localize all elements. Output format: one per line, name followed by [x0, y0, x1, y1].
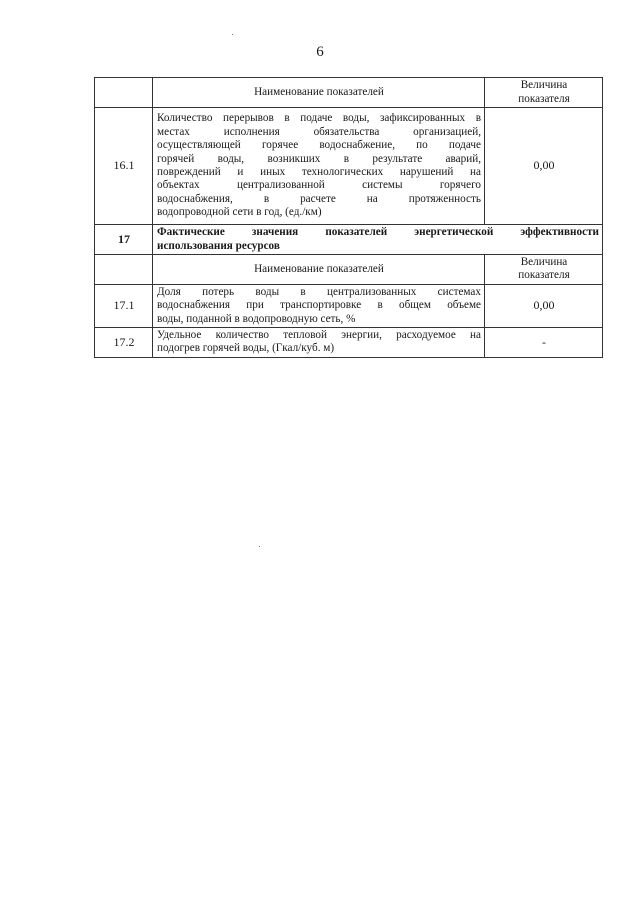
- description-line: повреждений и иных технологических нарушений на: [157, 166, 481, 178]
- section-title-line1: Фактические значения показателей энергетической эффективности: [157, 226, 599, 239]
- header-value-line1: Величина: [520, 256, 568, 268]
- header-value-cell: [485, 255, 603, 285]
- description-line: объектах централизованной системы горячего: [157, 179, 481, 192]
- section-title-line2: использования ресурсов: [157, 239, 280, 252]
- header-value-line1: Величина: [520, 79, 568, 92]
- row-number: 17.1: [95, 284, 153, 327]
- row-number: 16.1: [95, 108, 153, 225]
- row-value: -: [485, 328, 603, 358]
- description-line: Удельное количество тепловой энергии, расходуемое на: [157, 329, 481, 342]
- page-number: 6: [316, 44, 324, 60]
- row-description: [153, 108, 485, 225]
- row-description: [153, 284, 485, 327]
- section-title: [153, 225, 603, 255]
- row-description: [153, 328, 485, 358]
- table-row-16-1: [95, 108, 603, 225]
- description-line: подогрев горячей воды, (Гкал/куб. м): [157, 342, 335, 355]
- description-line: водопроводной сети в год, (ед./км): [157, 206, 322, 219]
- description-line: Количество перерывов в подаче воды, зафиксированных в: [157, 112, 481, 125]
- table-header-row: [95, 78, 603, 108]
- table-row-17-1: [95, 284, 603, 327]
- row-number: 17.2: [95, 328, 153, 358]
- section-row-17: [95, 225, 603, 255]
- description-line: водоснабжения при транспортировке в общем объеме: [157, 299, 481, 312]
- section-number: 17: [95, 225, 153, 255]
- description-line: воды, поданной в водопроводную сеть, %: [157, 312, 356, 325]
- description-line: осуществляющей горячее водоснабжение, по подаче: [157, 139, 481, 152]
- table-row-17-2: [95, 328, 603, 358]
- header-name-cell: Наименование показателей: [153, 255, 485, 285]
- scan-speck: [232, 34, 233, 35]
- description-line: Доля потерь воды в централизованных системах: [157, 285, 481, 298]
- header-value-line2: показателя: [518, 92, 570, 105]
- table-subheader-row: [95, 255, 603, 285]
- description-line: горячей воды, возникших в результате аварий,: [157, 152, 481, 165]
- description-line: водоснабжения, в расчете на протяженность: [157, 192, 481, 205]
- header-number-cell: [95, 255, 153, 285]
- header-name-cell: Наименование показателей: [153, 78, 485, 108]
- row-value: 0,00: [485, 108, 603, 225]
- row-value: 0,00: [485, 284, 603, 327]
- header-number-cell: [95, 78, 153, 108]
- indicators-table: [94, 77, 603, 358]
- header-value-cell: [485, 78, 603, 108]
- header-value-line2: показателя: [518, 269, 570, 282]
- scan-speck: [259, 546, 260, 547]
- description-line: местах исполнения обязательства организацией,: [157, 125, 481, 138]
